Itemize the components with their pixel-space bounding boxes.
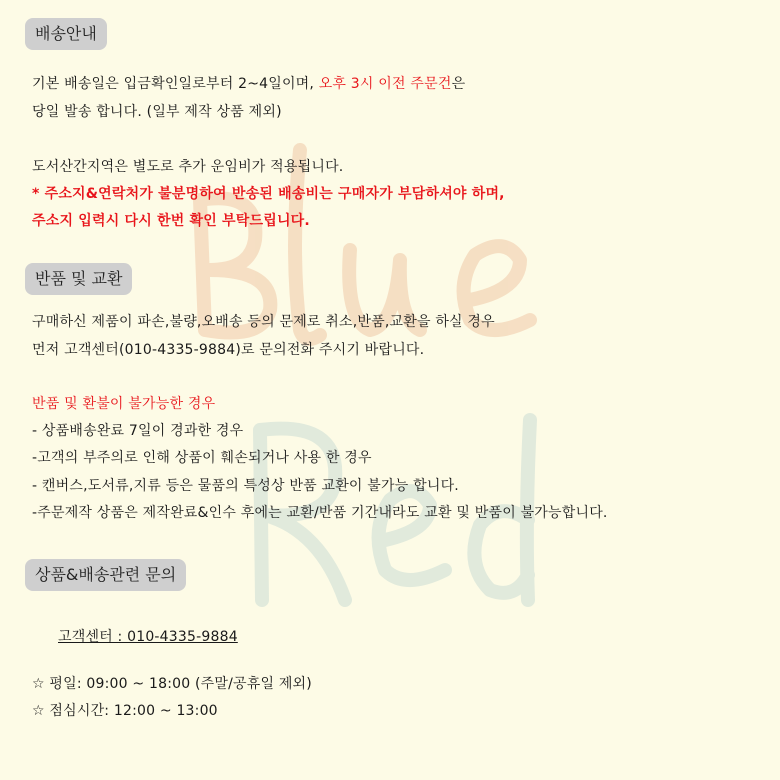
shipping-line-1 <box>32 74 465 94</box>
shipping-line-1-prefix: 기본 배송일은 입금확인일로부터 2~4일이며, <box>32 76 319 92</box>
inquiry-section-title: 상품&배송관련 문의 <box>25 559 186 591</box>
shipping-cutoff-highlight: 오후 3시 이전 주문건 <box>318 76 452 92</box>
returns-line-1: 구매하신 제품이 파손,불량,오배송 등의 문제로 취소,반품,교환을 하실 경우 <box>32 314 495 330</box>
shipping-warning-2: 주소지 입력시 다시 한번 확인 부탁드립니다. <box>32 213 310 229</box>
business-hours: ☆ 평일: 09:00 ~ 18:00 (주말/공휴일 제외) <box>32 676 312 692</box>
shipping-line-1-suffix: 은 <box>451 76 466 92</box>
non-refundable-item: -주문제작 상품은 제작완료&인수 후에는 교환/반품 기간내라도 교환 및 반품이 불가능합니다. <box>32 505 608 521</box>
non-refundable-item: -고객의 부주의로 인해 상품이 훼손되거나 사용 한 경우 <box>32 450 372 466</box>
shipping-warning-1: * 주소지&연락처가 불분명하여 반송된 배송비는 구매자가 부담하셔야 하며, <box>32 186 505 202</box>
lunch-hours: ☆ 점심시간: 12:00 ~ 13:00 <box>32 703 218 719</box>
customer-center-phone: 고객센터 : 010-4335-9884 <box>58 629 238 645</box>
returns-line-2: 먼저 고객센터(010-4335-9884)로 문의전화 주시기 바랍니다. <box>32 342 425 358</box>
shipping-line-2: 당일 발송 합니다. (일부 제작 상품 제외) <box>32 104 282 120</box>
shipping-line-3: 도서산간지역은 별도로 추가 운임비가 적용됩니다. <box>32 159 344 175</box>
non-refundable-item: - 캔버스,도서류,지류 등은 물품의 특성상 반품 교환이 불가능 합니다. <box>32 478 459 494</box>
non-refundable-heading: 반품 및 환불이 불가능한 경우 <box>32 396 216 412</box>
shipping-section-title: 배송안내 <box>25 18 107 50</box>
returns-section-title: 반품 및 교환 <box>25 263 132 295</box>
non-refundable-item: - 상품배송완료 7일이 경과한 경우 <box>32 423 244 439</box>
